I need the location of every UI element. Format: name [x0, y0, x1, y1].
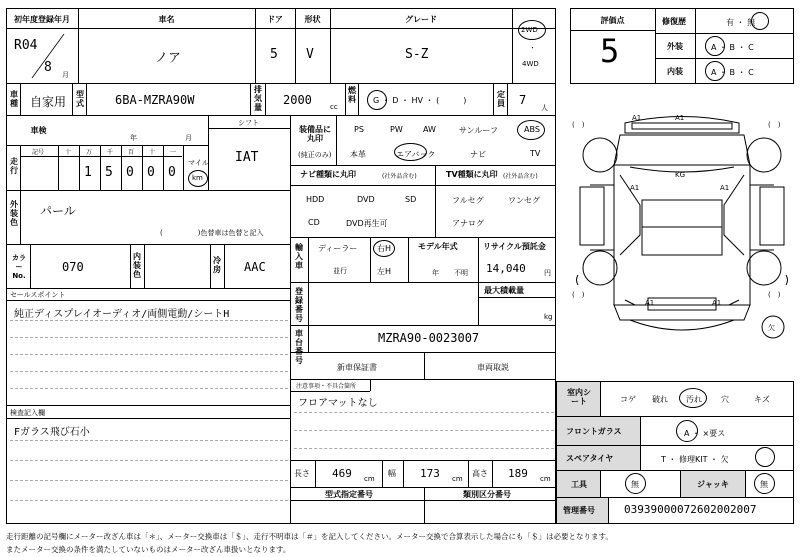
month-unit: 月: [62, 71, 69, 79]
equipment-item-b-1: エアバック: [396, 150, 436, 159]
exterior-color-value: パール: [40, 204, 76, 218]
capacity-label: 定員: [497, 90, 505, 108]
first-reg-month: 8: [44, 60, 52, 75]
mileage-km: km: [192, 174, 203, 182]
tools-value: 無: [631, 480, 639, 489]
management-no-value: 0393900007260200​2007: [624, 503, 757, 516]
mileage-header-2: 万: [86, 149, 93, 156]
steering-left: 左H: [377, 267, 392, 276]
type-designation-label: 型式指定番号: [325, 490, 373, 499]
interior-grade: A ・ B ・ C: [711, 68, 754, 77]
usage-label: 車種: [10, 90, 18, 108]
length-value: 469: [332, 467, 352, 480]
drive-dot: ・: [529, 44, 536, 52]
grade-label: グレード: [405, 15, 437, 24]
height-unit: cm: [540, 475, 551, 483]
chassis-value: MZRA90-0023007: [378, 331, 480, 345]
interior-a-circle: [705, 61, 725, 81]
import-label: 輸入車: [295, 243, 303, 270]
repaint-note: ( )色替車は色替と記入: [160, 229, 264, 237]
fuel-options: G ・ D ・ HV ・ ( ): [373, 96, 467, 105]
svg-text:A1: A1: [645, 299, 655, 307]
tv-option-0: フルセグ: [452, 196, 484, 205]
inspector-label: 検査記入欄: [10, 409, 45, 417]
spare-tire-options: T ・ 修理KIT ・ 欠: [661, 455, 729, 464]
mileage-digit-2: 0: [126, 165, 134, 180]
mileage-header-4: 百: [128, 149, 135, 156]
length-unit: cm: [364, 475, 375, 483]
spare-missing-circle: [755, 447, 775, 467]
car-name-value: ノア: [155, 51, 182, 66]
equipment-item-2: AW: [423, 125, 436, 134]
displacement-label: 排気量: [254, 85, 262, 112]
registration-label: 登録番号: [295, 287, 303, 323]
divider: [6, 28, 556, 29]
main-sheet: [6, 8, 556, 524]
mileage-digit-4: 0: [168, 165, 176, 180]
yen-unit: 円: [544, 269, 551, 277]
shaken-month: 月: [185, 134, 192, 142]
equipment-note: (純正のみ): [298, 151, 332, 159]
seat-option-1: 破れ: [652, 395, 668, 404]
notes-value: フロアマットなし: [298, 398, 378, 409]
mileage-header-0: 記号: [32, 149, 45, 156]
svg-text:KG: KG: [675, 171, 686, 179]
svg-text:( ): ( ): [768, 291, 781, 299]
tv-label: TV種類に丸印: [446, 170, 498, 179]
shift-value: IAT: [235, 150, 259, 165]
svg-text:( ): ( ): [572, 291, 585, 299]
exterior-color-label: 外装色: [10, 200, 18, 227]
equipment-label: 装備品に丸印: [299, 125, 331, 143]
width-value: 173: [420, 467, 440, 480]
car-damage-diagram: [570, 105, 794, 375]
steering-right: 右H: [377, 244, 392, 253]
import-parallel: 並行: [333, 267, 347, 275]
person-unit: 人: [541, 104, 548, 112]
tv-option-b-0: アナログ: [452, 219, 484, 228]
footer-note-1: 走行距離の記号欄にメーター改ざん車は「＊」、メーター交換車は「＄」、走行不明車は「＃」を記入してください。メーター交換で合算表示した場合にも「＄」は必要となります。: [6, 532, 613, 541]
mileage-header-5: 十: [149, 149, 156, 156]
max-load-label: 最大積載量: [484, 286, 524, 295]
mileage-digit-0: 1: [84, 165, 92, 180]
ac-value: AAC: [244, 260, 266, 274]
equipment-item-b-0: 本革: [350, 150, 366, 159]
shaken-label: 車検: [30, 126, 47, 135]
length-label: 長さ: [294, 469, 310, 478]
jack-value: 無: [760, 480, 768, 489]
divider: [6, 83, 556, 84]
capacity-value: 7: [519, 93, 527, 107]
notes-label: 注意事項・不具合箇所: [296, 383, 357, 390]
exterior-a-circle: [705, 36, 725, 56]
navi-label: ナビ種類に丸印: [300, 170, 356, 179]
navi-option-b-0: CD: [308, 218, 320, 227]
interior-label: 内装: [667, 67, 683, 76]
windshield-label: フロントガラス: [566, 427, 622, 436]
recycle-label: リサイクル預託金: [483, 242, 546, 251]
model-year-unknown: 不明: [454, 269, 468, 277]
model-year-unit: 年: [432, 269, 439, 277]
chassis-label: 車台番号: [295, 329, 303, 365]
import-dealer: ディーラー: [318, 244, 358, 253]
equipment-item-4: ABS: [524, 125, 540, 134]
mileage-digit-3: 0: [147, 165, 155, 180]
color-no-label: カラーNo.: [12, 254, 26, 280]
grade-value: S-Z: [405, 47, 429, 62]
windshield-options: A ・ ×要ス: [684, 429, 726, 438]
color-no-value: 070: [62, 260, 84, 274]
usage-value: 自家用: [30, 95, 67, 109]
svg-text:A1: A1: [712, 299, 722, 307]
manual-label: 車両取説: [477, 363, 509, 372]
displacement-value: 2000: [283, 93, 312, 107]
sales-point-value: 純正ディスプレイオーディオ/両側電動/シートH: [14, 309, 230, 320]
navi-option-1: DVD: [357, 195, 375, 204]
exterior-grade: A ・ B ・ C: [711, 43, 754, 52]
mileage-header-1: 十: [65, 149, 72, 156]
first-reg-label: 初年度登録年月: [14, 15, 70, 24]
drive-4wd: 4WD: [522, 60, 539, 68]
seat-option-4: キズ: [754, 395, 770, 404]
equipment-item-b-3: TV: [530, 149, 541, 158]
svg-text:A1: A1: [630, 184, 640, 192]
height-value: 189: [508, 467, 528, 480]
navi-note: (社外品含む): [382, 173, 417, 180]
mileage-header-3: 千: [107, 149, 114, 156]
navi-option-2: SD: [405, 195, 417, 204]
seat-label: 室内シート: [567, 388, 591, 406]
seat-option-0: コゲ: [620, 395, 636, 404]
mileage-digit-1: 5: [105, 165, 113, 180]
shape-value: V: [306, 47, 314, 62]
svg-text:( ): ( ): [768, 121, 781, 129]
jack-label: ジャッキ: [697, 480, 729, 489]
width-label: 幅: [388, 469, 396, 478]
shift-label: シフト: [238, 119, 259, 127]
exterior-label: 外装: [667, 42, 683, 51]
mileage-label: 走行: [10, 157, 18, 175]
inspector-note: Fガラス飛び石小: [14, 427, 90, 438]
rating-value: 5: [600, 32, 620, 70]
tools-label: 工具: [571, 480, 587, 489]
equipment-item-0: PS: [354, 125, 364, 134]
model-label: 型式: [76, 90, 84, 108]
svg-text:A1: A1: [632, 114, 642, 122]
category-number-label: 類別区分番号: [463, 490, 511, 499]
width-unit: cm: [452, 475, 463, 483]
recycle-amount: 14,040: [486, 262, 526, 275]
drive-2wd: 2WD: [521, 26, 538, 34]
car-name-label: 車名: [158, 15, 175, 24]
door-label: ドア: [267, 15, 283, 24]
mileage-unit-label: マイル: [188, 159, 209, 167]
spare-tire-label: スペアタイヤ: [566, 454, 614, 463]
management-no-label: 管理番号: [563, 506, 595, 515]
seat-option-2: 汚れ: [686, 395, 702, 404]
cc-unit: cc: [330, 103, 338, 111]
model-value: 6BA-MZRA90W: [115, 93, 195, 107]
equipment-item-b-2: ナビ: [470, 150, 486, 159]
tv-note: (社外品含む): [503, 173, 538, 180]
repair-none-circle: [751, 12, 769, 30]
repair-history-value: 有 ・ 無: [726, 18, 756, 27]
rating-label: 評価点: [600, 16, 625, 25]
footer-note-2: またメーター交換の条件を満たしていないものはメーター改ざん車扱いとなります。: [6, 545, 291, 554]
windshield-a-circle: [676, 420, 698, 442]
height-label: 高さ: [472, 469, 488, 478]
shape-label: 形状: [304, 15, 321, 24]
svg-text:欠: 欠: [768, 324, 775, 332]
door-value: 5: [270, 47, 278, 62]
model-year-label: モデル年式: [418, 242, 458, 251]
fuel-label: 燃料: [348, 86, 356, 104]
equipment-item-3: サンルーフ: [459, 126, 498, 135]
kg-unit: kg: [544, 313, 553, 321]
equipment-item-1: PW: [390, 125, 403, 134]
seat-option-3: 穴: [721, 395, 729, 404]
svg-text:A1: A1: [675, 114, 685, 122]
svg-text:( ): ( ): [572, 121, 585, 129]
divider: [6, 115, 556, 116]
ac-label: 冷房: [213, 256, 221, 274]
repair-history-label: 修復歴: [662, 17, 686, 26]
sales-point-label: セールスポイント: [10, 291, 66, 299]
tv-option-1: ワンセグ: [508, 196, 540, 205]
mileage-header-6: 一: [170, 149, 177, 156]
navi-option-b-1: DVD再生可: [346, 219, 388, 228]
new-warranty-label: 新車保証書: [337, 363, 377, 372]
svg-text:A1: A1: [720, 184, 730, 192]
navi-option-0: HDD: [306, 195, 325, 204]
first-reg-year: R04: [14, 38, 38, 53]
shaken-year: 年: [130, 134, 137, 142]
interior-color-label: 内装色: [133, 252, 141, 279]
